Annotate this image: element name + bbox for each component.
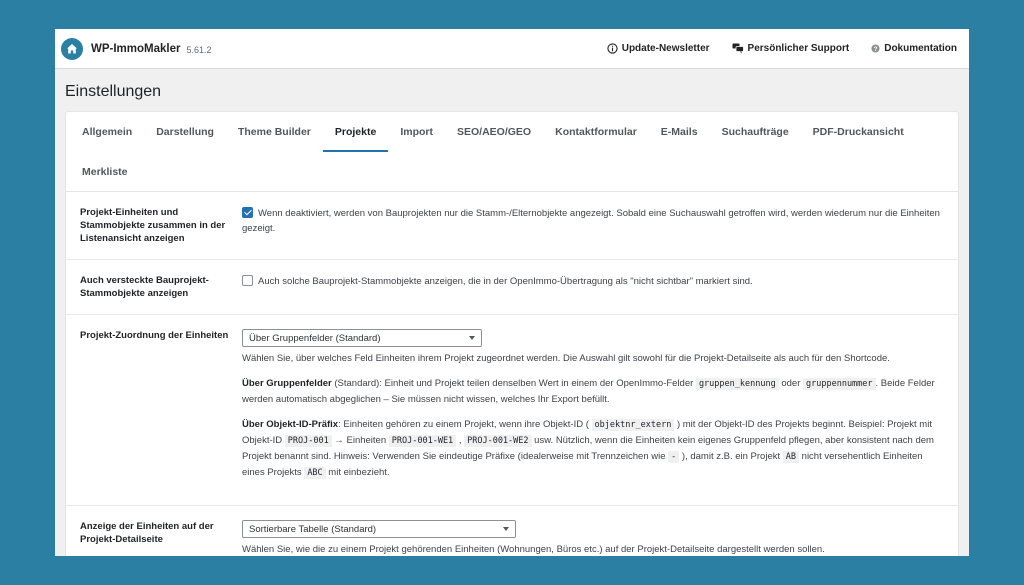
settings-card: [65, 111, 959, 556]
setting-label: Auch versteckte Bauprojekt-Stammobjekte anzeigen: [80, 275, 209, 299]
house-logo-icon: [61, 38, 83, 60]
update-newsletter-label: Update-Newsletter: [621, 43, 710, 54]
display-description: Wählen Sie, wie die zu einem Projekt gehörenden Einheiten (Wohnungen, Büros etc.) auf der Projekt-Detailseite dargestellt werden sollen.: [242, 544, 825, 555]
hidden-parents-text: Auch solche Bauprojekt-Stammobjekte anzeigen, die in der OpenImmo-Übertragung als "nicht sichtbar" markiert sind.: [258, 276, 753, 287]
settings-tabs: [66, 112, 958, 192]
tab-merkliste[interactable]: Merkliste: [82, 166, 128, 178]
tab-pdf-druckansicht[interactable]: PDF-Druckansicht: [812, 126, 904, 138]
tab-emails[interactable]: E-Mails: [660, 126, 698, 138]
tab-allgemein[interactable]: Allgemein: [82, 126, 133, 138]
setting-row-assignment: [66, 315, 958, 506]
assignment-description: Wählen Sie, über welches Feld Einheiten ihrem Projekt zugeordnet werden. Die Auswahl gilt sowohl für die Projekt-Detailseite als auch für den Shortcode.: [242, 353, 890, 364]
tab-import[interactable]: Import: [400, 126, 433, 138]
setting-label: Anzeige der Einheiten auf der Projekt-Detailseite: [80, 521, 214, 545]
tab-suchauftraege[interactable]: Suchaufträge: [721, 126, 789, 138]
help-icon: [871, 44, 880, 53]
support-link[interactable]: [732, 43, 850, 54]
tab-seo[interactable]: SEO/AEO/GEO: [457, 126, 532, 138]
units-in-list-text: Wenn deaktiviert, werden von Bauprojekten nur die Stamm-/Elternobjekte angezeigt. Sobald eine Suchauswahl getroffen wird, werden wiederum nur die Einheiten gezeigt.: [242, 208, 940, 234]
info-icon: [607, 43, 618, 54]
assignment-select-value: Über Gruppenfelder (Standard): [249, 332, 381, 344]
documentation-label: Dokumentation: [884, 43, 957, 54]
version-number: 5.61.2: [186, 44, 212, 55]
display-select-value: Sortierbare Tabelle (Standard): [249, 523, 377, 535]
tab-projekte[interactable]: Projekte: [323, 112, 388, 152]
tab-darstellung[interactable]: Darstellung: [156, 126, 214, 138]
plugin-topbar: [55, 29, 969, 69]
group-field-explanation: Über Gruppenfelder (Standard): Einheit und Projekt teilen denselben Wert in einem der OpenImmo-Felder gruppen_kennung oder gruppennummer . Beide Felder werden automatisch abgeglichen – Sie müssen nicht wissen, welches Ihr Export befüllt.: [242, 378, 935, 405]
hidden-parents-checkbox[interactable]: [242, 275, 253, 286]
svg-text:?: ?: [873, 45, 878, 53]
page-title: Einstellungen: [65, 83, 162, 100]
assignment-select[interactable]: [242, 329, 482, 347]
setting-label: Projekt-Zuordnung der Einheiten: [80, 330, 229, 341]
tab-theme-builder[interactable]: Theme Builder: [237, 126, 311, 138]
setting-row-display: [66, 506, 958, 556]
units-in-list-checkbox[interactable]: [242, 207, 253, 218]
prefix-explanation: Über Objekt-ID-Präfix: Einheiten gehören zu einem Projekt, wenn ihre Objekt-ID ( objektnr_extern ) mit der Objekt-ID des Projekts beginnt. Beispiel: Projekt mit Objekt-ID PROJ-001 → Einheiten PROJ-001-WE1 , PROJ-001-WE2 usw. Nützlich, wenn die Einheiten kein eigenes Gruppenfeld pflegen, aber konsistent nach dem Projekt benannt sind. Hinweis: Verwenden Sie eindeutige Präfixe (idealerweise mit Trennzeichen wie - ), damit z.B. ein Projekt AB nicht versehentlich Einheiten eines Projekts ABC mit einbezieht.: [242, 419, 934, 478]
chevron-down-icon: [503, 527, 509, 531]
setting-row-hidden-parents: [66, 260, 958, 315]
documentation-link[interactable]: [871, 43, 957, 54]
support-label: Persönlicher Support: [747, 43, 850, 54]
brand-name: WP-ImmoMakler: [91, 42, 181, 55]
update-newsletter-link[interactable]: [607, 43, 710, 54]
setting-row-units-in-list: [66, 192, 958, 260]
chevron-down-icon: [469, 336, 475, 340]
chat-bubbles-icon: [732, 43, 744, 54]
settings-window: [55, 29, 969, 556]
setting-label: Projekt-Einheiten und Stammobjekte zusammen in der Listenansicht anzeigen: [80, 207, 226, 244]
tab-kontaktformular[interactable]: Kontaktformular: [555, 126, 637, 138]
display-select[interactable]: [242, 520, 516, 538]
